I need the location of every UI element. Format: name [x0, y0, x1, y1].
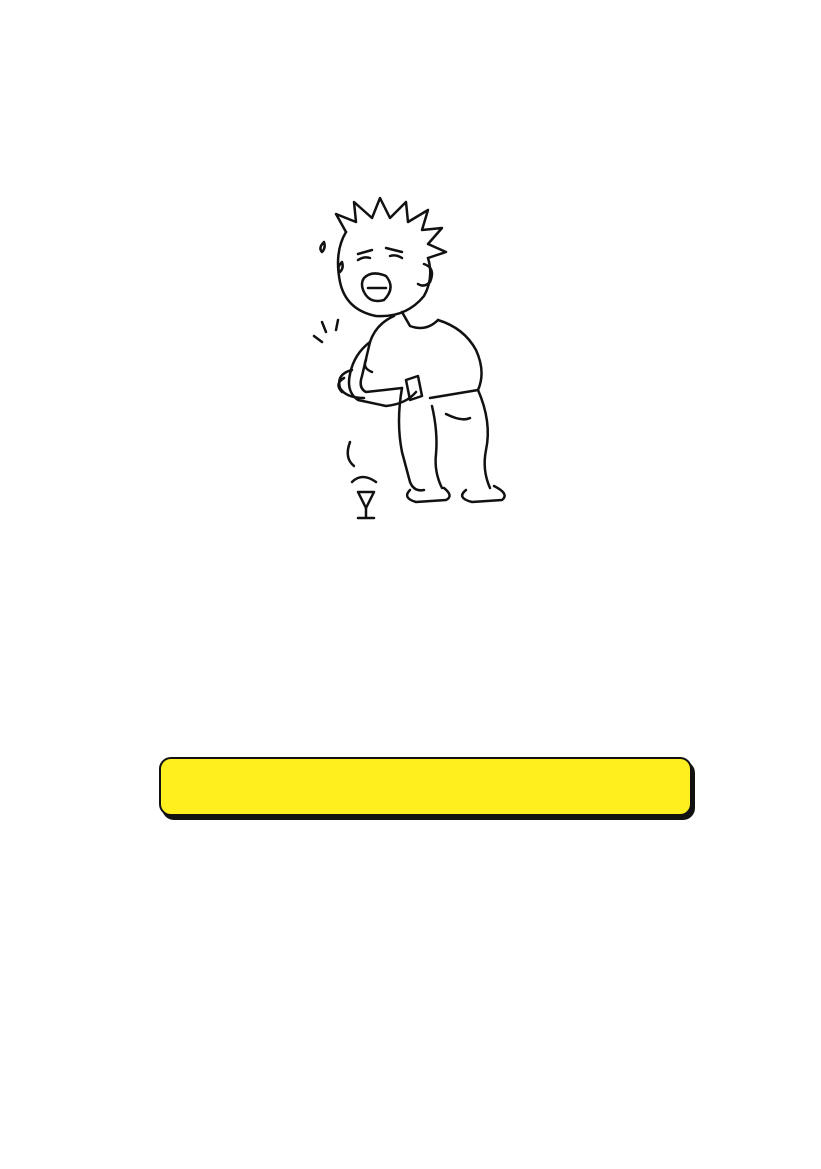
adjective-pairs-box	[159, 757, 692, 816]
boy-hurt-hand-illustration	[306, 192, 534, 534]
